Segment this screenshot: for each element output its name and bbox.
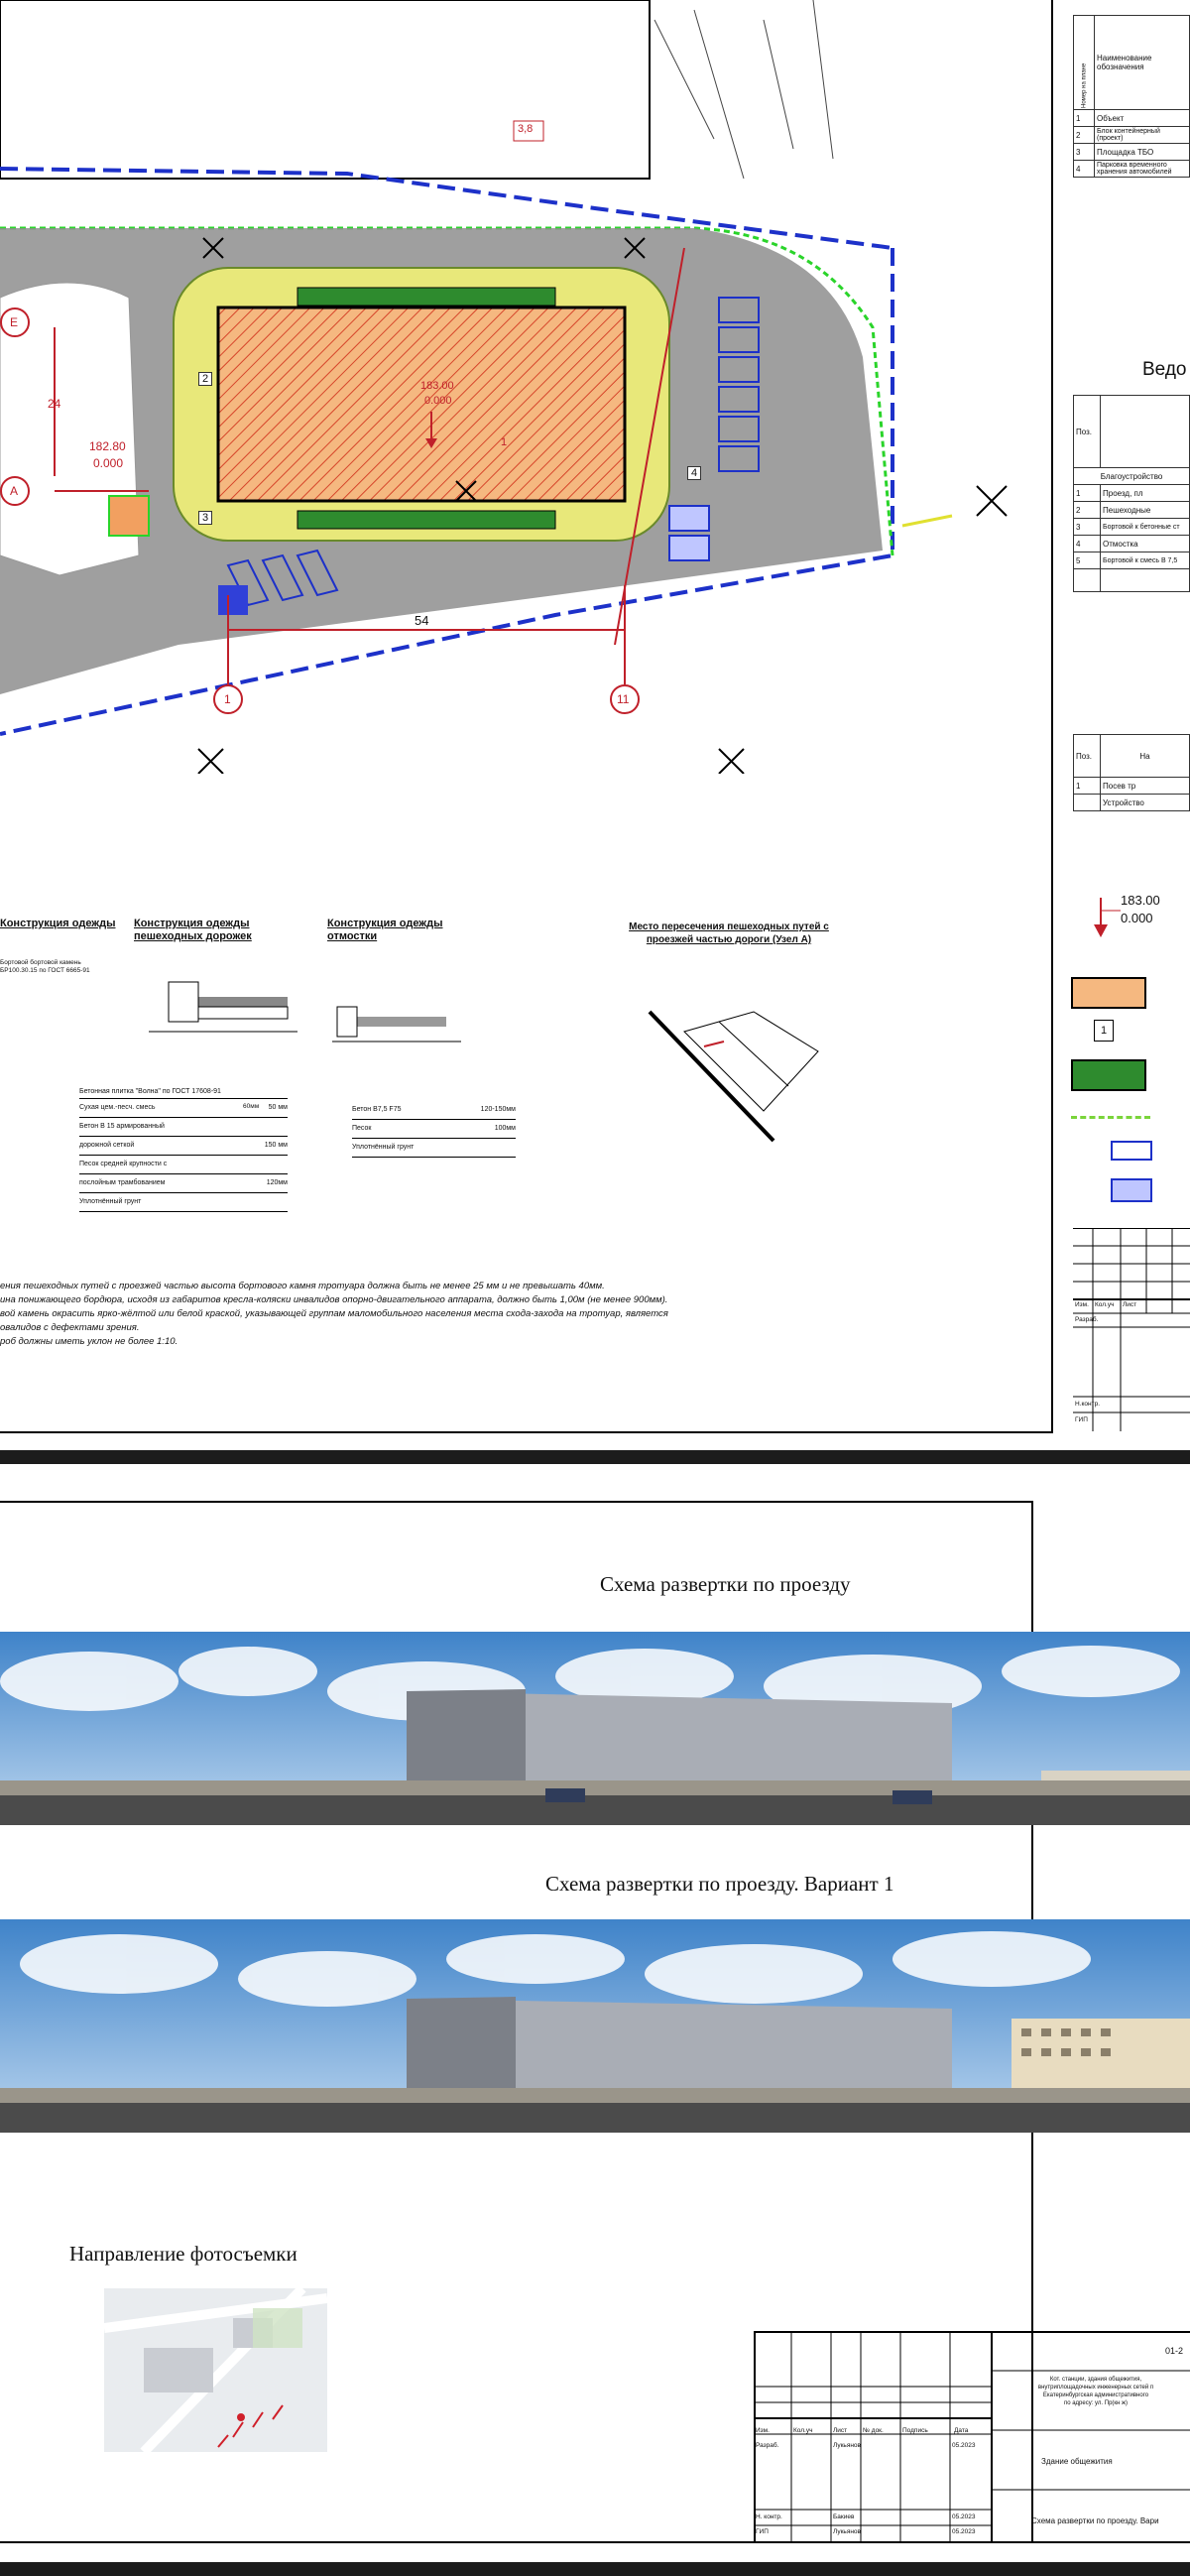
plan-obj-number: 1 bbox=[501, 436, 508, 448]
legend-parking-stall bbox=[1111, 1141, 1152, 1161]
legend-accessible-stall bbox=[1111, 1178, 1152, 1202]
section2-layers: Бетонная плитка "Волна" по ГОСТ 17608-91 Сухая цем.-песч. смесь 50 мм Бетон В 15 армированный дорожной сеткой 150 мм Песок средней крупности с послойным трамбованием 120мм Уплотнённый грунт bbox=[79, 1086, 288, 1212]
photo-direction-map bbox=[104, 2288, 327, 2452]
plan-left-mark-top: 182.80 bbox=[89, 439, 126, 453]
panorama-title-1: Схема развертки по проезду bbox=[600, 1572, 851, 1596]
section4-title: Место пересечения пешеходных путей с проезжей частью дороги (Узел А) bbox=[629, 921, 829, 945]
notes-block: ения пешеходных путей с проезжей частью высота бортового камня тротуара должна быть не менее 25 мм и не превышать 40мм. ина понижающего бордюра, исходя из габаритов кресла-коляски инвалидов опорно-двигательного аппарата, должно быть 1,00м (не менее 900мм). вой камень окрасить ярко-жёлтой или белой краской, указывающей группам маломобильного населения места схода-захода на тротуар, является овалидов с дефектами зрения. роб должны иметь уклон не более 1:10. bbox=[0, 1281, 668, 1347]
legend-green-dash bbox=[1071, 1116, 1150, 1119]
section2-detail bbox=[149, 977, 298, 1037]
plan-mark-top: 183.00 bbox=[420, 380, 454, 392]
planting-table: Поз. На 1 Посев тр Устройство bbox=[1073, 734, 1190, 811]
page-divider-bottom bbox=[0, 2562, 1190, 2576]
section1-title: Конструкция одежды bbox=[0, 918, 116, 929]
legend-mark-arrow-icon bbox=[1091, 893, 1121, 942]
site-plan bbox=[0, 0, 1051, 774]
stamp-object: Здание общежития bbox=[1041, 2457, 1113, 2466]
legend-mark-bottom: 0.000 bbox=[1121, 911, 1153, 925]
stamp-description: Кот. станции, здания общежития, внутриплощадочных инженерных сетей п Екатеринбургская административного по адресу: ул. Пр(кн ж) bbox=[1037, 2377, 1154, 2406]
panorama-photo-1 bbox=[0, 1632, 1190, 1825]
drawing-sheet-1: 183.00 0.000 182.80 0.000 54 24 1 11 А Е 3,8 1 2 3 4 Номер на плане Наименование обозначения 1 Объект 2 Блок контейнерный (проект) 3 Площадка ТБО 4 Парковка временного хранения автомобилей Ведо Поз. Благоустройство 1 Проезд, пл 2 Пешеходные 3 Бортовой к бетонные ст 4 Отмостка 5 Бортовой к смесь В 7,5 Поз. На 1 Посев тр Устройство 183.00 0.000 1 Конструкция одежды Бортовой бортовой камень БР100.30.15 по ГОСТ 6665-91 Конструкция одежды пешеходных дорожек Бетонная плитка "Волна" по ГОСТ 17608-91 Сухая цем.-песч. смесь 50 мм Бетон В 15 армированный дорожной сеткой 150 мм Песок средней крупности с послойным трамбованием 120мм Уплотнённый грунт 60мм Конструкция одежды отмостки Бетон В7,5 F75 120-150мм Песок 100мм Уплотнённый грунт Место пересечения пешеходных путей с проезжей частью дороги (Узел А) ения пешеходных путей с проезжей частью высота бортового камня тротуара должна быть не менее 25 мм и не превышать 40мм. ина понижающего бордюра, исходя из габаритов кресла-коляски инвалидов опорно-двигательного аппарата, должно быть 1,00м (не менее 900мм). вой камень окрасить ярко-жёлтой или белой краской, указывающей группам маломобильного населения места схода-захода на тротуар, является овалидов с дефектами зрения. роб должны иметь уклон не более 1:10. Изм. Кол.уч Лист Разраб. Н.контр. ГИП bbox=[0, 0, 1190, 1448]
legend-number-box: 1 bbox=[1094, 1020, 1114, 1042]
legend-mark-top: 183.00 bbox=[1121, 893, 1160, 908]
axis-label-1: 1 bbox=[224, 692, 231, 706]
panorama-title-2: Схема развертки по проезду. Вариант 1 bbox=[545, 1872, 894, 1896]
legend-building-swatch bbox=[1071, 977, 1146, 1009]
stamp-code: 01-2 bbox=[1165, 2346, 1184, 2356]
page-divider bbox=[0, 1450, 1190, 1464]
section3-detail bbox=[332, 992, 461, 1051]
section2-title: Конструкция одежды пешеходных дорожек bbox=[134, 918, 252, 942]
plan-tbo-number: 3 bbox=[198, 511, 212, 525]
node-a-detail bbox=[645, 992, 833, 1151]
plan-mark-bottom: 0.000 bbox=[424, 395, 452, 407]
axis-label-11: 11 bbox=[617, 692, 630, 706]
axis-label-a: А bbox=[10, 484, 19, 498]
legend-col-num: Номер на плане bbox=[1074, 16, 1095, 110]
plan-park-number: 4 bbox=[687, 466, 701, 480]
vedomost-title: Ведо bbox=[1142, 359, 1187, 380]
section3-title: Конструкция одежды отмостки bbox=[327, 918, 443, 942]
stamp-sheet-title: Схема развертки по проезду. Вари bbox=[1031, 2516, 1159, 2525]
plan-left-mark-bottom: 0.000 bbox=[93, 456, 124, 470]
plan-dim-54: 54 bbox=[415, 613, 429, 628]
existing-building bbox=[0, 0, 650, 179]
section3-layers: Бетон В7,5 F75 120-150мм Песок 100мм Уплотнённый грунт bbox=[352, 1101, 516, 1158]
legend-col-name: Наименование обозначения bbox=[1095, 16, 1190, 110]
legend-lawn-swatch bbox=[1071, 1059, 1146, 1091]
plan-mark-3b: 3,8 bbox=[518, 123, 534, 135]
drawing-sheet-2: Схема развертки по проезду Схема развертки по проезду. Вариант 1 Направление фотосъемки Изм. Кол.уч Лист № док. Подпись Дата Разраб. Лукьянов 05.2023 Н. контр. Бакиев 05.2023 ГИП Лукьянов 05.2023 01-2 Кот. станции, здания общежития, внутриплощадочных инженерных сетей п Екатеринбургская административного по адресу: ул. Пр(кн ж) Здание общежития Схема развертки по проезду. Вари bbox=[0, 1473, 1190, 2561]
plan-dim-24: 24 bbox=[48, 397, 61, 411]
photo-direction-title: Направление фотосъемки bbox=[69, 2242, 298, 2266]
plan-bldg-number: 2 bbox=[198, 372, 212, 386]
vedomost-table: Поз. Благоустройство 1 Проезд, пл 2 Пешеходные 3 Бортовой к бетонные ст 4 Отмостка 5 Бортовой к смесь В 7,5 bbox=[1073, 395, 1190, 592]
legend-table: Номер на плане Наименование обозначения 1 Объект 2 Блок контейнерный (проект) 3 Площадка ТБО 4 Парковка временного хранения автомобилей bbox=[1073, 15, 1190, 178]
object-building bbox=[218, 307, 625, 501]
axis-label-e: Е bbox=[10, 315, 19, 329]
panorama-photo-2 bbox=[0, 1919, 1190, 2133]
